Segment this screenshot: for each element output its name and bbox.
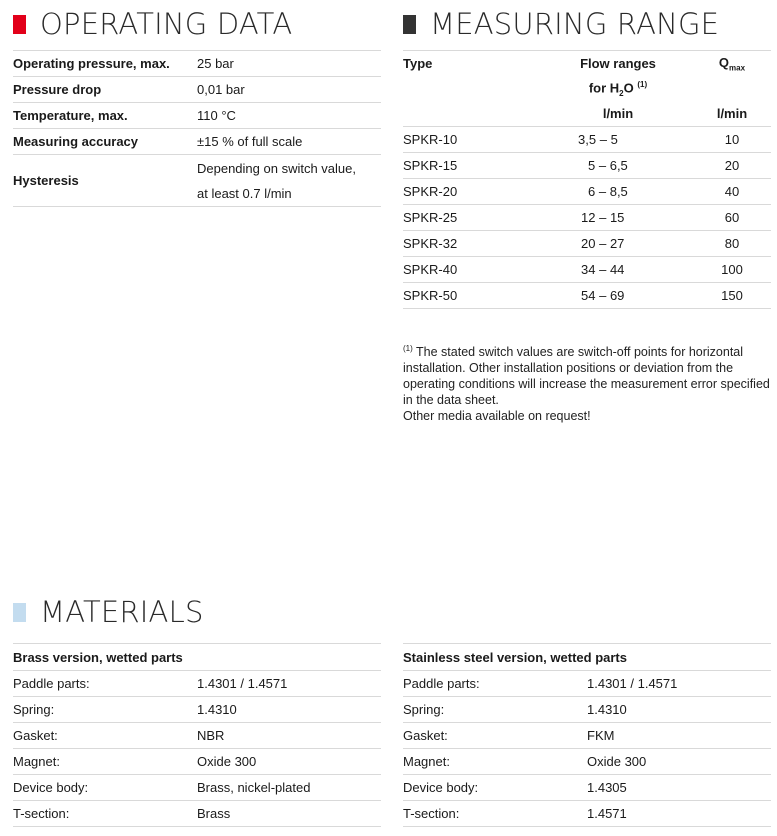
table-row (13, 775, 381, 801)
table-row (403, 749, 771, 775)
range-dash: – (598, 184, 607, 199)
range-hi: 8,5 (609, 184, 628, 199)
table-header-row (403, 76, 771, 101)
operating-data-table (13, 50, 381, 207)
range-lo: 34 (581, 262, 596, 277)
table-row (13, 77, 381, 103)
range-dash: – (599, 236, 607, 251)
column-qmax-header (693, 51, 771, 77)
table-row (13, 749, 381, 775)
range-lo: 12 (581, 210, 596, 225)
row-value: 1.4310 (197, 697, 381, 723)
brass-materials-table-wrap (13, 643, 381, 827)
row-label: Device body: (403, 775, 587, 801)
range-lo: 6 (588, 184, 596, 199)
row-value: Oxide 300 (587, 749, 771, 775)
table-row (403, 257, 771, 283)
table-row (403, 231, 771, 257)
range-dash: – (599, 210, 607, 225)
range-dash: – (599, 288, 607, 303)
operating-data-heading (13, 8, 381, 40)
qmax-cell: 10 (693, 127, 771, 153)
hysteresis-line-2: at least 0.7 l/min (197, 185, 292, 201)
row-label: Magnet: (403, 749, 587, 775)
table-row (403, 801, 771, 827)
red-square-icon (13, 15, 26, 34)
footnote-text: The stated switch values are switch-off points for horizontal installation. Other installation positions or deviation from the operating conditions will increase the measurement error specified in the data sheet. (403, 345, 770, 408)
table-row (403, 775, 771, 801)
stainless-header: Stainless steel version, wetted parts (403, 644, 771, 671)
row-value: 1.4305 (587, 775, 771, 801)
table-header-row (13, 644, 381, 671)
medium-header (543, 76, 693, 101)
measuring-range-heading (403, 8, 771, 40)
row-label: Magnet: (13, 749, 197, 775)
stainless-materials-table (403, 643, 771, 827)
row-value: 1.4301 / 1.4571 (197, 671, 381, 697)
light-blue-square-icon (13, 603, 26, 622)
range-cell (543, 257, 693, 283)
range-cell (543, 205, 693, 231)
empty-cell (403, 101, 543, 127)
range-cell (543, 153, 693, 179)
type-cell: SPKR-25 (403, 205, 543, 231)
type-cell: SPKR-40 (403, 257, 543, 283)
table-row (13, 801, 381, 827)
row-label: Temperature, max. (13, 103, 197, 129)
table-header-row (403, 101, 771, 127)
row-label: Paddle parts: (13, 671, 197, 697)
operating-data-section (13, 8, 381, 207)
range-dash: – (599, 132, 607, 147)
row-value: 25 bar (197, 51, 381, 77)
brass-materials-table (13, 643, 381, 827)
row-value: 1.4301 / 1.4571 (587, 671, 771, 697)
q-label: Q (718, 54, 730, 70)
stainless-materials-table-wrap (403, 643, 771, 827)
row-value: 110 °C (197, 103, 381, 129)
range-hi: 69 (609, 288, 625, 303)
row-label: T-section: (403, 801, 587, 827)
footnote-ref: (1) (637, 79, 648, 89)
range-hi: 6,5 (609, 158, 628, 173)
row-label: Pressure drop (13, 77, 197, 103)
column-type-header: Type (403, 51, 543, 77)
column-flow-header: Flow ranges (543, 51, 693, 77)
o-label: O (623, 79, 634, 95)
h2-subscript: 2 (619, 88, 624, 98)
type-cell: SPKR-32 (403, 231, 543, 257)
table-row (403, 723, 771, 749)
row-label: Device body: (13, 775, 197, 801)
materials-heading (13, 596, 771, 628)
table-row (13, 723, 381, 749)
range-hi: 44 (609, 262, 625, 277)
row-label: Gasket: (403, 723, 587, 749)
range-cell (543, 179, 693, 205)
brass-header: Brass version, wetted parts (13, 644, 381, 671)
materials-title: MATERIALS (40, 595, 204, 629)
range-hi: 5 (610, 132, 618, 147)
table-row (403, 127, 771, 153)
measuring-range-section (403, 8, 771, 424)
measuring-range-table (403, 50, 771, 309)
empty-cell (693, 76, 771, 101)
qmax-cell: 100 (693, 257, 771, 283)
table-row (403, 671, 771, 697)
type-cell: SPKR-15 (403, 153, 543, 179)
table-row (403, 205, 771, 231)
row-label: Operating pressure, max. (13, 51, 197, 77)
materials-section (13, 596, 771, 628)
other-media-note: Other media available on request! (403, 409, 591, 424)
range-lo: 5 (588, 158, 596, 173)
range-dash: – (599, 262, 607, 277)
measuring-range-title: MEASURING RANGE (430, 7, 720, 41)
row-value: Oxide 300 (197, 749, 381, 775)
type-cell: SPKR-10 (403, 127, 543, 153)
row-value: 0,01 bar (197, 77, 381, 103)
row-value: FKM (587, 723, 771, 749)
table-row (13, 103, 381, 129)
qmax-cell: 80 (693, 231, 771, 257)
range-dash: – (598, 158, 607, 173)
row-value: ±15 % of full scale (197, 129, 381, 155)
qmax-cell: 20 (693, 153, 771, 179)
range-lo: 54 (581, 288, 596, 303)
row-value: NBR (197, 723, 381, 749)
range-lo: 20 (581, 236, 596, 251)
range-lo: 3,5 (578, 132, 597, 147)
type-cell: SPKR-50 (403, 283, 543, 309)
table-row (13, 697, 381, 723)
footnote (403, 341, 771, 408)
flow-unit: l/min (543, 101, 693, 127)
row-label: Hysteresis (13, 155, 197, 207)
type-cell: SPKR-20 (403, 179, 543, 205)
table-header-row (403, 51, 771, 77)
row-value (197, 155, 381, 207)
row-label: Spring: (13, 697, 197, 723)
row-label: Spring: (403, 697, 587, 723)
table-header-row (403, 644, 771, 671)
range-hi: 15 (609, 210, 625, 225)
q-subscript: max (729, 63, 746, 73)
row-label: Paddle parts: (403, 671, 587, 697)
row-label: T-section: (13, 801, 197, 827)
table-row (403, 153, 771, 179)
range-cell (543, 231, 693, 257)
table-row (13, 51, 381, 77)
qmax-unit: l/min (693, 101, 771, 127)
hysteresis-line-1: Depending on switch value, (197, 160, 356, 176)
range-cell (543, 283, 693, 309)
qmax-cell: 40 (693, 179, 771, 205)
table-row (403, 179, 771, 205)
range-cell (543, 127, 693, 153)
operating-data-title: OPERATING DATA (40, 7, 293, 41)
row-label: Measuring accuracy (13, 129, 197, 155)
qmax-cell: 150 (693, 283, 771, 309)
row-value: 1.4571 (587, 801, 771, 827)
row-label: Gasket: (13, 723, 197, 749)
empty-cell (403, 76, 543, 101)
table-row (13, 671, 381, 697)
qmax-cell: 60 (693, 205, 771, 231)
footnote-mark: (1) (403, 344, 413, 353)
for-h-label: for H (588, 79, 620, 95)
table-row (13, 155, 381, 207)
table-row (403, 697, 771, 723)
dark-square-icon (403, 15, 416, 34)
table-row (403, 283, 771, 309)
range-hi: 27 (609, 236, 625, 251)
row-value: 1.4310 (587, 697, 771, 723)
row-value: Brass, nickel-plated (197, 775, 381, 801)
row-value: Brass (197, 801, 381, 827)
table-row (13, 129, 381, 155)
